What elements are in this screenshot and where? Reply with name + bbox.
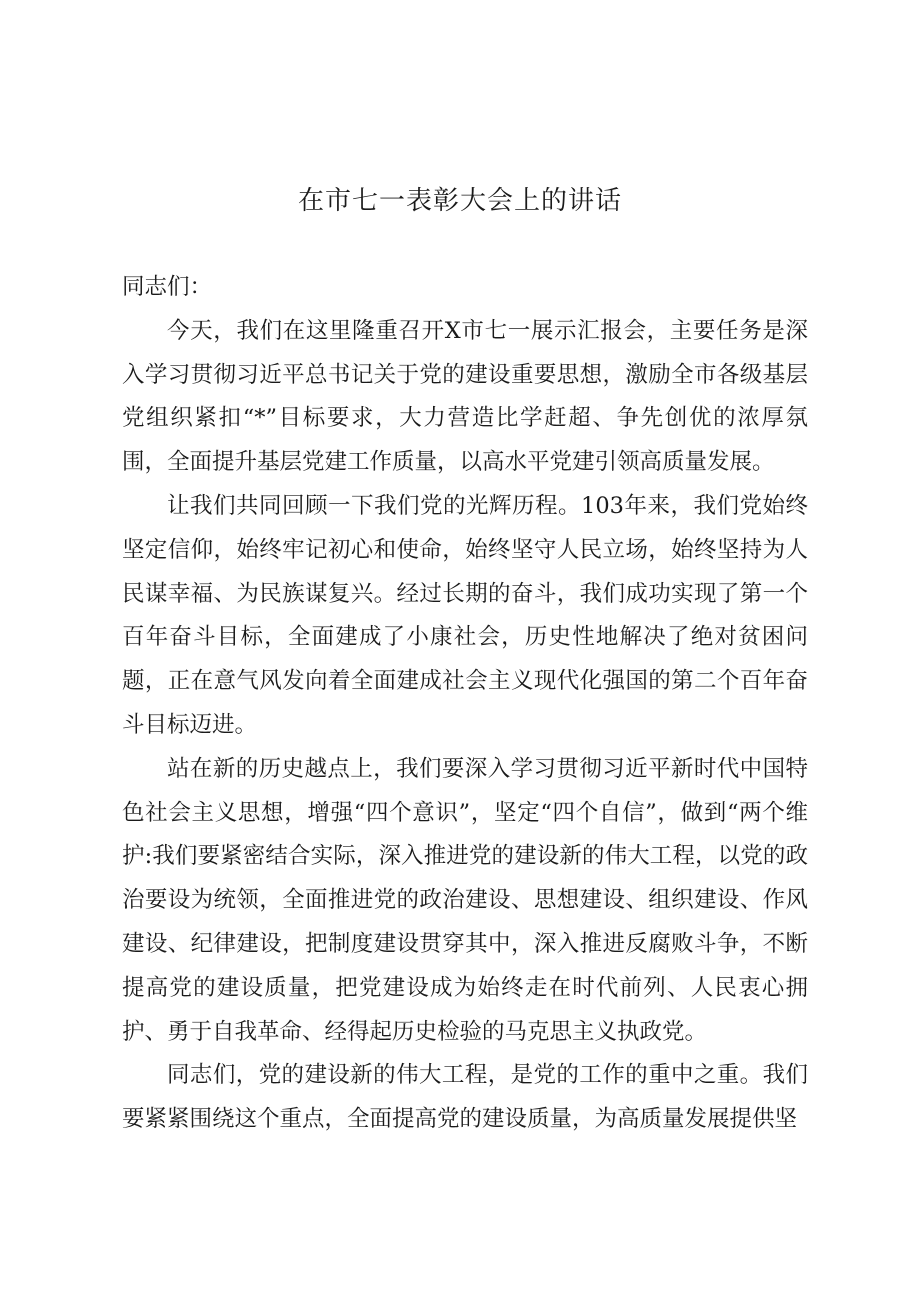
document-title: 在市七一表彰大会上的讲话 xyxy=(297,186,622,216)
salutation: 同志们： xyxy=(122,274,213,300)
paragraph-1: 今天，我们在这里隆重召开X市七一展示汇报会，主要任务是深入学习贯彻习近平总书记关于党的建设重要思想，激励全市各级基层党组织紧扣“*”目标要求，大力营造比学赶超、争先创优的浓厚氛围，全面提升基层党建工作质量，以高水平党建引领高质量发展。 xyxy=(122,317,808,476)
paragraph-4: 同志们，党的建设新的伟大工程，是党的工作的重中之重。我们要紧紧围绕这个重点，全面提高党的建设质量，为高质量发展提供坚 xyxy=(122,1062,808,1133)
document-body xyxy=(122,266,808,1142)
paragraph-2: 让我们共同回顾一下我们党的光辉历程。103年来，我们党始终坚定信仰，始终牢记初心和使命，始终坚守人民立场，始终坚持为人民谋幸福、为民族谋复兴。经过长期的奋斗，我们成功实现了第一个百年奋斗目标，全面建成了小康社会，历史性地解决了绝对贫困问题，正在意气风发向着全面建成社会主义现代化强国的第二个百年奋斗目标迈进。 xyxy=(122,492,808,738)
paragraph-3: 站在新的历史越点上，我们要深入学习贯彻习近平新时代中国特色社会主义思想，增强“四个意识”，坚定“四个自信”，做到“两个维护:我们要紧密结合实际，深入推进党的建设新的伟大工程，以党的政治要设为统领，全面推进党的政治建设、思想建设、组织建设、作风建设、纪律建设，把制度建设贯穿其中，深入推进反腐败斗争，不断提高党的建设质量，把党建设成为始终走在时代前列、人民衷心拥护、勇于自我革命、经得起历史检验的马克思主义执政党。 xyxy=(122,755,808,1045)
